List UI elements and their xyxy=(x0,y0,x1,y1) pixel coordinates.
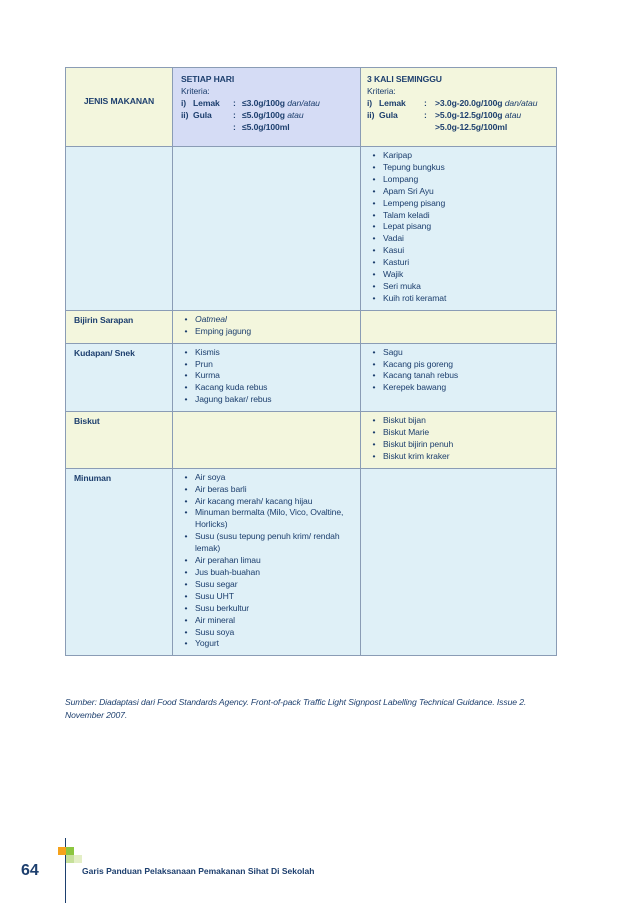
criteria-number: ii) xyxy=(367,109,375,120)
list-item xyxy=(177,370,356,382)
criteria-value xyxy=(435,110,521,122)
list-item xyxy=(365,347,552,359)
footer-square-light xyxy=(74,855,82,863)
bullet-icon: • xyxy=(372,358,376,369)
food-item: Air perahan limau xyxy=(195,555,261,566)
food-item: Karipap xyxy=(383,150,412,160)
list-item xyxy=(177,603,356,615)
food-item: Biskut krim kraker xyxy=(383,450,450,461)
header-setiap-hari xyxy=(173,68,361,147)
food-list xyxy=(177,347,356,407)
criteria-separator: : xyxy=(233,97,236,108)
bullet-icon: • xyxy=(372,209,376,220)
food-category: Bijirin Sarapan xyxy=(66,310,173,343)
food-item: Lompang xyxy=(383,173,419,184)
criteria-number: i) xyxy=(181,97,187,108)
list-item xyxy=(177,314,356,326)
food-item: Kuih roti keramat xyxy=(383,292,447,303)
food-item: Minuman bermalta (Milo, Vico, Ovaltine, Horlicks) xyxy=(195,507,344,530)
bullet-icon: • xyxy=(372,185,376,196)
list-item xyxy=(365,162,552,174)
list-item xyxy=(365,257,552,269)
header-jenis-makanan: JENIS MAKANAN xyxy=(66,68,173,147)
bullet-icon: • xyxy=(372,280,376,291)
criteria-separator: : xyxy=(233,109,236,120)
food-guidance-table xyxy=(65,67,557,656)
bullet-icon: • xyxy=(184,313,188,324)
list-item xyxy=(365,233,552,245)
bullet-icon: • xyxy=(372,197,376,208)
food-item: Jagung bakar/ rebus xyxy=(195,394,272,405)
weekly-items xyxy=(361,147,557,311)
source-note: Sumber: Diadaptasi dari Food Standards Agency. Front-of-pack Traffic Light Signpost Labelling Technical Guidance. Issue 2. November 2007. xyxy=(65,697,527,720)
header-tiga-kali-seminggu xyxy=(361,68,557,147)
food-category xyxy=(66,147,173,311)
daily-items xyxy=(173,468,361,656)
criteria-separator: : xyxy=(233,121,236,132)
food-item: Biskut Marie xyxy=(383,427,430,438)
bullet-icon: • xyxy=(184,614,188,625)
list-item xyxy=(365,451,552,463)
criteria-connector: atau xyxy=(504,109,522,120)
list-item xyxy=(177,394,356,406)
food-item: Seri muka xyxy=(383,280,421,291)
bullet-icon: • xyxy=(372,292,376,303)
bullet-icon: • xyxy=(184,567,188,577)
bullet-icon: • xyxy=(372,257,376,268)
food-item: Kasturi xyxy=(383,257,410,268)
bullet-icon: • xyxy=(184,626,188,637)
bullet-icon: • xyxy=(184,471,188,482)
table-row xyxy=(66,412,557,469)
bullet-icon: • xyxy=(184,578,188,589)
footer-square-orange xyxy=(58,847,66,855)
footer-square-green-1 xyxy=(66,847,74,855)
food-item: Talam keladi xyxy=(383,209,430,220)
food-item: Sagu xyxy=(383,346,403,357)
food-list xyxy=(365,415,552,463)
bullet-icon: • xyxy=(184,531,188,542)
tiga-kali-criteria xyxy=(367,98,550,134)
bullet-icon: • xyxy=(184,495,188,506)
criteria-row xyxy=(367,110,550,122)
criteria-row xyxy=(181,98,354,110)
food-item: Kurma xyxy=(195,370,220,381)
bullet-icon: • xyxy=(184,325,188,336)
food-item: Air soya xyxy=(195,471,226,482)
list-item xyxy=(365,281,552,293)
list-item xyxy=(177,555,356,567)
weekly-items xyxy=(361,310,557,343)
setiap-hari-subtitle: Kriteria: xyxy=(181,85,210,96)
list-item xyxy=(177,615,356,627)
food-item: Susu (susu tepung penuh krim/ rendah lemak) xyxy=(195,531,340,554)
food-category: Kudapan/ Snek xyxy=(66,343,173,412)
bullet-icon: • xyxy=(372,150,376,160)
list-item xyxy=(365,269,552,281)
list-item xyxy=(365,210,552,222)
food-list xyxy=(365,347,552,395)
criteria-value xyxy=(242,98,320,110)
bullet-icon: • xyxy=(184,638,188,649)
bullet-icon: • xyxy=(372,370,376,381)
bullet-icon: • xyxy=(184,346,188,357)
list-item xyxy=(365,359,552,371)
food-item: Vadai xyxy=(383,233,404,244)
table-row xyxy=(66,468,557,656)
bullet-icon: • xyxy=(372,427,376,438)
list-item xyxy=(177,359,356,371)
food-item: Kismis xyxy=(195,346,220,357)
food-item: Kerepek bawang xyxy=(383,382,447,393)
tiga-kali-subtitle: Kriteria: xyxy=(367,85,396,96)
food-item: Tepung bungkus xyxy=(383,161,445,172)
list-item xyxy=(365,150,552,162)
weekly-items xyxy=(361,343,557,412)
criteria-row xyxy=(181,122,354,134)
table-row xyxy=(66,310,557,343)
list-item xyxy=(177,496,356,508)
criteria-number xyxy=(181,122,193,134)
food-item: Susu segar xyxy=(195,578,238,589)
food-item: Biskut bijan xyxy=(383,415,426,426)
bullet-icon: • xyxy=(184,555,188,566)
food-item: Apam Sri Ayu xyxy=(383,185,434,196)
list-item xyxy=(365,370,552,382)
list-item xyxy=(365,186,552,198)
food-list xyxy=(365,150,552,305)
bullet-icon: • xyxy=(372,415,376,426)
criteria-value-text: ≤5.0g/100g xyxy=(242,109,285,120)
weekly-items xyxy=(361,468,557,656)
bullet-icon: • xyxy=(372,245,376,256)
table-body xyxy=(66,147,557,656)
criteria-number: ii) xyxy=(181,109,189,120)
table-row xyxy=(66,147,557,311)
criteria-number xyxy=(367,122,379,134)
bullet-icon: • xyxy=(372,233,376,244)
food-category: Minuman xyxy=(66,468,173,656)
list-item xyxy=(365,427,552,439)
setiap-hari-title: SETIAP HARI xyxy=(181,74,235,84)
list-item xyxy=(177,484,356,496)
bullet-icon: • xyxy=(184,394,188,405)
weekly-items xyxy=(361,412,557,469)
bullet-icon: • xyxy=(372,438,376,449)
list-item xyxy=(365,245,552,257)
bullet-icon: • xyxy=(372,382,376,393)
criteria-number: i) xyxy=(367,97,373,108)
list-item xyxy=(365,439,552,451)
food-item: Air mineral xyxy=(195,614,235,625)
food-item: Kacang kuda rebus xyxy=(195,382,268,393)
bullet-icon: • xyxy=(184,507,188,518)
criteria-value-text: >5.0g-12.5g/100ml xyxy=(435,121,508,132)
list-item xyxy=(177,507,356,531)
tiga-kali-title: 3 KALI SEMINGGU xyxy=(367,74,442,84)
food-list xyxy=(177,314,356,338)
daily-items xyxy=(173,412,361,469)
criteria-value-text: ≤3.0g/100g xyxy=(242,97,285,108)
food-item: Jus buah-buahan xyxy=(195,567,260,577)
list-item xyxy=(177,382,356,394)
footer-square-green-2 xyxy=(66,855,74,863)
bullet-icon: • xyxy=(184,370,188,381)
food-item: Yogurt xyxy=(195,638,219,649)
list-item xyxy=(365,382,552,394)
bullet-icon: • xyxy=(372,269,376,280)
list-item xyxy=(177,567,356,579)
criteria-separator: : xyxy=(424,109,427,120)
bullet-icon: • xyxy=(184,602,188,613)
food-item: Air kacang merah/ kacang hijau xyxy=(195,495,313,506)
list-item xyxy=(177,579,356,591)
list-item xyxy=(177,531,356,555)
food-category: Biskut xyxy=(66,412,173,469)
bullet-icon: • xyxy=(184,590,188,601)
food-item: Prun xyxy=(195,358,213,369)
food-list xyxy=(177,472,356,651)
criteria-value xyxy=(435,122,507,134)
criteria-value-text: ≤5.0g/100ml xyxy=(242,121,290,132)
list-item xyxy=(177,347,356,359)
bullet-icon: • xyxy=(372,450,376,461)
criteria-value xyxy=(435,98,537,110)
criteria-label: Lemak xyxy=(379,97,406,108)
table-row xyxy=(66,343,557,412)
daily-items xyxy=(173,147,361,311)
criteria-connector: dan/atau xyxy=(287,97,320,108)
bullet-icon: • xyxy=(372,161,376,172)
food-item: Kasui xyxy=(383,245,404,256)
list-item xyxy=(365,174,552,186)
criteria-value-text: >3.0g-20.0g/100g xyxy=(435,97,503,108)
list-item xyxy=(177,627,356,639)
bullet-icon: • xyxy=(372,346,376,357)
food-item: Lepat pisang xyxy=(383,221,432,232)
food-item: Wajik xyxy=(383,269,404,280)
criteria-label: Lemak xyxy=(193,97,220,108)
criteria-row xyxy=(367,98,550,110)
criteria-label: Gula xyxy=(379,109,398,120)
bullet-icon: • xyxy=(184,483,188,494)
daily-items xyxy=(173,343,361,412)
bullet-icon: • xyxy=(184,382,188,393)
table-header-row xyxy=(66,68,557,147)
criteria-separator: : xyxy=(424,97,427,108)
food-item: Biskut bijirin penuh xyxy=(383,438,454,449)
footer-title: Garis Panduan Pelaksanaan Pemakanan Sihat Di Sekolah xyxy=(82,866,315,876)
criteria-value-text: >5.0g-12.5g/100g xyxy=(435,109,503,120)
food-item: Susu berkultur xyxy=(195,602,250,613)
bullet-icon: • xyxy=(184,358,188,369)
bullet-icon: • xyxy=(372,221,376,232)
list-item xyxy=(365,293,552,305)
criteria-value xyxy=(242,122,290,134)
criteria-connector: atau xyxy=(287,109,304,120)
criteria-label xyxy=(193,122,233,134)
criteria-value xyxy=(242,110,304,122)
list-item xyxy=(177,472,356,484)
list-item xyxy=(365,221,552,233)
food-item: Kacang tanah rebus xyxy=(383,370,459,381)
criteria-separator xyxy=(424,122,435,134)
list-item xyxy=(177,326,356,338)
food-item: Susu UHT xyxy=(195,590,234,601)
list-item xyxy=(365,198,552,210)
food-item: Lempeng pisang xyxy=(383,197,446,208)
food-item: Air beras barli xyxy=(195,483,247,494)
list-item xyxy=(365,415,552,427)
criteria-row xyxy=(367,122,550,134)
food-item: Kacang pis goreng xyxy=(383,358,453,369)
list-item xyxy=(177,638,356,650)
food-item: Oatmeal xyxy=(195,313,227,324)
setiap-hari-criteria xyxy=(181,98,354,134)
page-number: 64 xyxy=(21,862,39,879)
food-item: Susu soya xyxy=(195,626,235,637)
criteria-label xyxy=(379,122,424,134)
food-item: Emping jagung xyxy=(195,325,252,336)
bullet-icon: • xyxy=(372,173,376,184)
list-item xyxy=(177,591,356,603)
daily-items xyxy=(173,310,361,343)
criteria-label: Gula xyxy=(193,109,212,120)
criteria-row xyxy=(181,110,354,122)
criteria-connector: dan/atau xyxy=(504,97,538,108)
